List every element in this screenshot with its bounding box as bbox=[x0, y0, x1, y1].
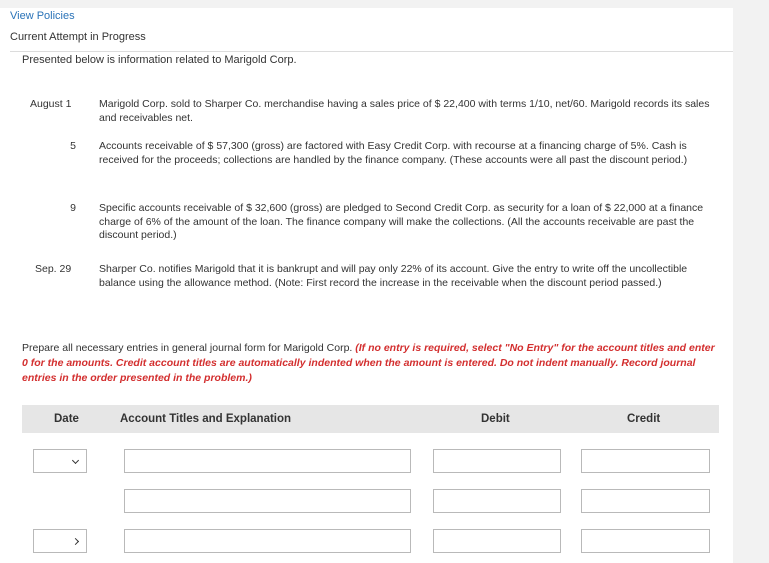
date-select[interactable] bbox=[33, 529, 87, 553]
header-account: Account Titles and Explanation bbox=[120, 413, 292, 425]
instructions bbox=[22, 341, 722, 386]
event-text: Sharper Co. notifies Marigold that it is bankrupt and will pay only 22% of its account. Give the entry to write off the uncollectible balance using the allowance method. (Note: First record the increase in the receivable when the discount period passed.) bbox=[99, 263, 688, 289]
credit-input[interactable] bbox=[581, 529, 710, 553]
account-title-input[interactable] bbox=[124, 529, 411, 553]
credit-input[interactable] bbox=[581, 449, 710, 473]
view-policies-link[interactable]: View Policies bbox=[10, 10, 75, 22]
journal-row bbox=[22, 489, 719, 515]
debit-input[interactable] bbox=[433, 529, 561, 553]
event-date: 5 bbox=[70, 140, 76, 152]
event-text: Accounts receivable of $ 57,300 (gross) are factored with Easy Credit Corp. with recourse at a financing charge of 5%. Cash is received for the proceeds; collections are handled by the finance company. (These accounts were all past the discount period.) bbox=[99, 140, 688, 166]
header-credit: Credit bbox=[627, 413, 661, 425]
event-date: 9 bbox=[70, 202, 76, 214]
event-date: August 1 bbox=[30, 98, 72, 110]
account-title-input[interactable] bbox=[124, 449, 411, 473]
attempt-status: Current Attempt in Progress bbox=[10, 31, 146, 43]
chevron-right-icon bbox=[72, 538, 79, 545]
event-date: Sep. 29 bbox=[35, 263, 72, 275]
journal-table-header bbox=[22, 405, 719, 433]
problem-intro: Presented below is information related to Marigold Corp. bbox=[22, 54, 297, 66]
divider bbox=[10, 51, 733, 52]
debit-input[interactable] bbox=[433, 449, 561, 473]
header-debit: Debit bbox=[481, 413, 510, 425]
instructions-plain: Prepare all necessary entries in general journal form for Marigold Corp. bbox=[22, 342, 356, 354]
event-text: Marigold Corp. sold to Sharper Co. merchandise having a sales price of $ 22,400 with terms 1/10, net/60. Marigold records its sales and receivables net. bbox=[99, 98, 710, 124]
credit-input[interactable] bbox=[581, 489, 710, 513]
chevron-down-icon bbox=[72, 457, 79, 464]
event-text: Specific accounts receivable of $ 32,600 (gross) are pledged to Second Credit Corp. as security for a loan of $ 22,000 at a finance charge of 6% of the amount of the loan. The finance company will make the collections. (All the accounts receivable are past the discount period.) bbox=[99, 202, 704, 241]
header-date: Date bbox=[54, 413, 79, 425]
instructions-red: (If no entry is required, select "No Entry" for the account titles and enter 0 for the amounts. Credit account titles are automatically indented when the amount is entered. Do not indent manually. Record journal entries in the order presented in the problem.) bbox=[22, 342, 715, 384]
journal-row bbox=[22, 529, 719, 555]
date-select[interactable] bbox=[33, 449, 87, 473]
journal-row bbox=[22, 449, 719, 475]
debit-input[interactable] bbox=[433, 489, 561, 513]
account-title-input[interactable] bbox=[124, 489, 411, 513]
